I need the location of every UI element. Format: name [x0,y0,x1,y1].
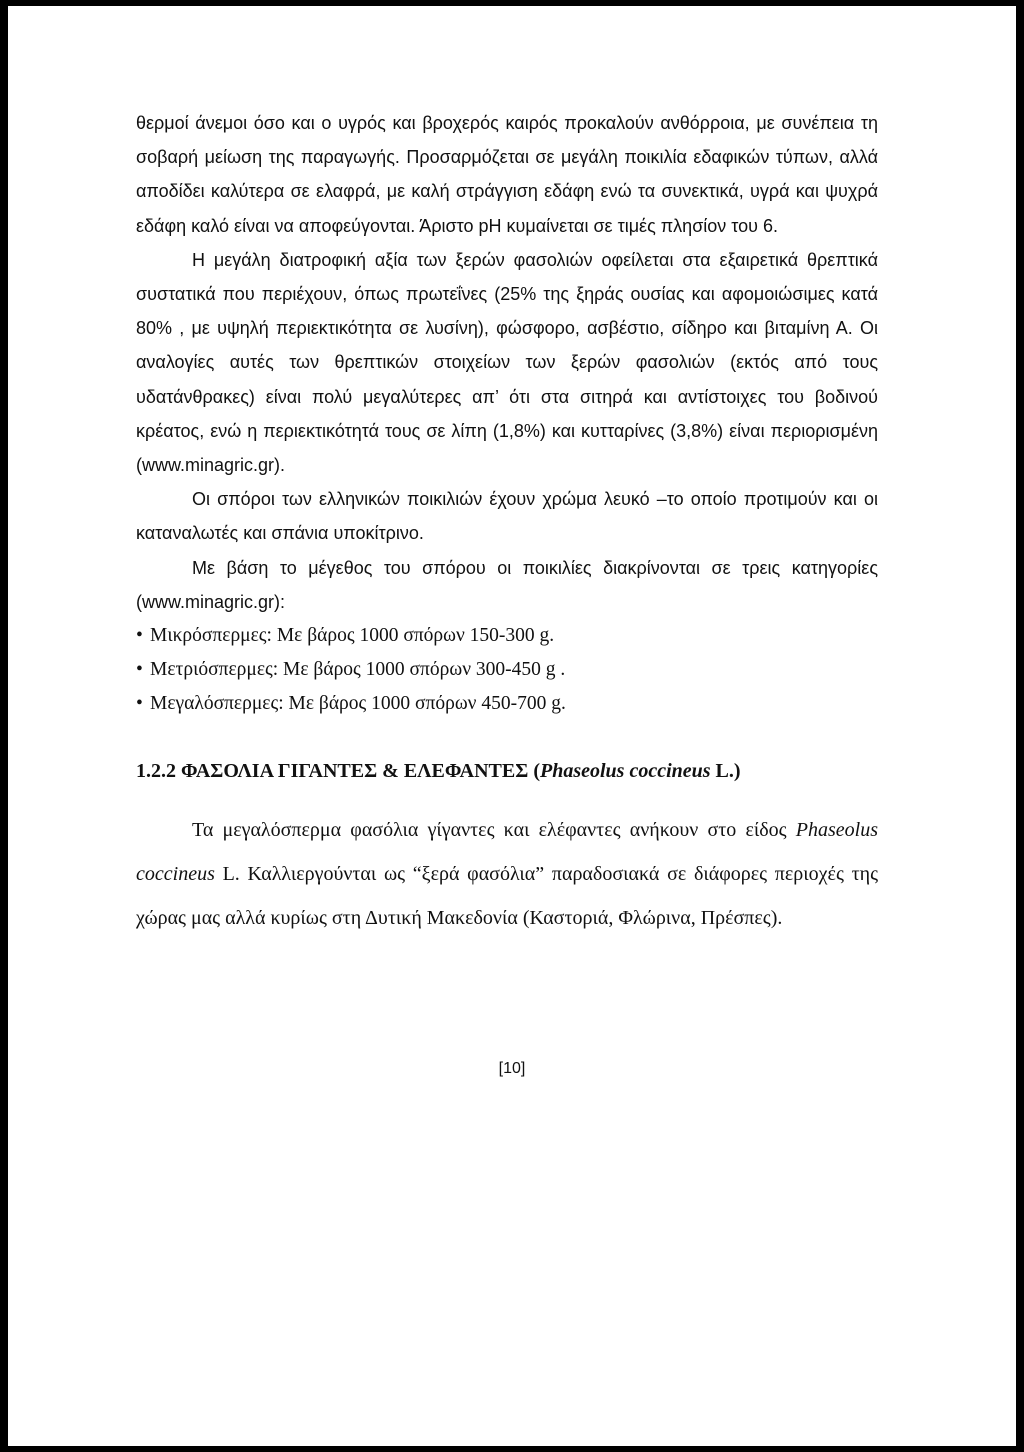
section-heading-latin-name: Phaseolus coccineus [539,759,711,782]
list-item [136,619,878,653]
list-item [136,653,878,687]
page-number: [10] [498,1060,526,1077]
seed-size-list [136,619,878,722]
paragraph-seed-size: Με βάση το μέγεθος του σπόρου οι ποικιλίες διακρίνονται σε τρεις κατηγορίες (www.minagric.gr): [136,557,878,612]
paragraph-climate-soil: θερμοί άνεμοι όσο και ο υγρός και βροχερός καιρός προκαλούν ανθόρροια, με συνέπεια τη σοβαρή μείωση της παραγωγής. Προσαρμόζεται σε μεγάλη ποικιλία εδαφικών τύπων, αλλά αποδίδει καλύτερα σε ελαφρά, με καλή στράγγιση εδάφη ενώ τα συνεκτικά, υγρά και ψυχρά εδάφη καλό είναι να αποφεύγονται. Άριστο pH κυμαίνεται σε τιμές πλησίον του 6. [136,113,878,236]
bullet-marker: • [136,693,143,715]
section-heading-suffix: L.) [710,759,741,782]
bullet-marker: • [136,659,143,681]
list-item [136,687,878,721]
paragraph-giant-beans-rest: L. Καλλιεργούνται ως “ξερά φασόλια” παραδοσιακά σε διάφορες περιοχές της χώρας μας αλλά κυρίως στη Δυτική Μακεδονία (Καστοριά, Φλώρινα, Πρέσπες). [136,862,878,929]
paragraph-giant-beans [136,808,878,940]
list-item-text: Μικρόσπερμες: Με βάρος 1000 σπόρων 150-300 g. [150,625,555,647]
document-page [8,6,1016,1446]
list-item-text: Μεγαλόσπερμες: Με βάρος 1000 σπόρων 450-700 g. [150,693,566,715]
paragraph-seed-color: Οι σπόροι των ελληνικών ποικιλιών έχουν χρώμα λευκό –το οποίο προτιμούν και οι καταναλωτές και σπάνια υποκίτρινο. [136,489,878,544]
paragraph-giant-beans-intro: Τα μεγαλόσπερμα φασόλια γίγαντες και ελέφαντες ανήκουν στο είδος [192,818,796,841]
bullet-marker: • [136,625,143,647]
page-content [136,106,878,940]
list-item-text: Μετριόσπερμες: Με βάρος 1000 σπόρων 300-450 g . [150,659,566,681]
section-heading-title: 1.2.2 ΦΑΣΟΛΙΑ ΓΙΓΑΝΤΕΣ & ΕΛΕΦΑΝΤΕΣ ( [136,759,540,782]
section-heading [136,754,878,788]
paragraph-nutrition: Η μεγάλη διατροφική αξία των ξερών φασολιών οφείλεται στα εξαιρετικά θρεπτικά συστατικά που περιέχουν, όπως πρωτεΐνες (25% της ξηράς ουσίας και αφομοιώσιμες κατά 80% , με υψηλή περιεκτικότητα σε λυσίνη), φώσφορο, ασβέστιο, σίδηρο και βιταμίνη Α. Οι αναλογίες αυτές των θρεπτικών στοιχείων των ξερών φασολιών (εκτός από τους υδατάνθρακες) είναι πολύ μεγαλύτερες απ’ ότι στα σιτηρά και αντίστοιχες του βοδινού κρέατος, ενώ η περιεκτικότητά τους σε λίπη (1,8%) και κυτταρίνες (3,8%) είναι περιορισμένη (www.minagric.gr). [136,249,878,476]
paragraph-giant-beans-latin-name: Phaseolus coccineus [136,818,878,885]
